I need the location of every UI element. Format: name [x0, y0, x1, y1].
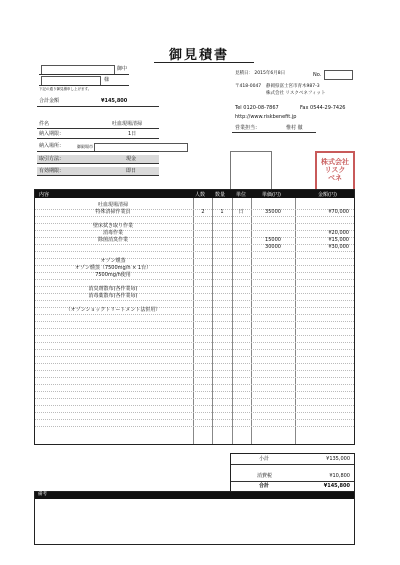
total-amount-underline — [37, 106, 159, 107]
total-amount-label: 合計金額 — [39, 98, 60, 104]
totals-box — [230, 453, 355, 493]
notes-header — [35, 492, 354, 499]
row-rule — [35, 293, 354, 294]
issuer-company: 株式会社 リスクベネフィット — [266, 91, 326, 96]
header-price: 単価(円) — [262, 192, 281, 198]
cell-price: 15000 — [265, 237, 281, 243]
place-value: 御殿場市 — [77, 144, 93, 149]
cell-amount: ¥15,000 — [328, 237, 349, 243]
row-rule — [35, 244, 354, 245]
period-underline — [37, 138, 159, 139]
row-rule — [35, 230, 354, 231]
header-people: 人数 — [195, 192, 206, 198]
grand-total-value: ¥145,800 — [323, 483, 350, 489]
subtotal-divider — [231, 464, 354, 465]
row-rule — [35, 363, 354, 364]
recipient-underline-2 — [39, 85, 129, 86]
row-rule — [35, 377, 354, 378]
tax-divider — [231, 481, 354, 482]
recipient-suffix-sama: 様 — [104, 77, 110, 83]
recipient-underline-1 — [39, 74, 129, 75]
place-label: 納入場所： — [39, 143, 65, 149]
cell-content: 消臭剤散布(各作業毎) — [88, 286, 138, 292]
title-underline — [154, 62, 254, 63]
subject-underline — [37, 128, 159, 129]
row-rule — [35, 419, 354, 420]
row-rule — [35, 286, 354, 287]
tax-label: 消費税 — [257, 473, 273, 479]
rep-name: 惟村 徹 — [286, 125, 303, 131]
period-label: 納入期限： — [39, 131, 65, 137]
cell-content: オゾン燻蒸（7500mg/h × 1台） — [74, 265, 152, 271]
cell-amount: ¥30,000 — [328, 244, 349, 250]
cell-content: 消毒作業 — [102, 230, 124, 236]
row-rule — [35, 209, 354, 210]
period-value: 1日 — [128, 131, 137, 137]
cell-qty: 1 — [220, 209, 224, 215]
cell-unit: 日 — [238, 209, 244, 215]
row-rule — [35, 405, 354, 406]
subtotal-label: 小計 — [259, 456, 270, 462]
cell-amount: ¥70,000 — [328, 209, 349, 215]
row-rule — [35, 412, 354, 413]
row-rule — [35, 384, 354, 385]
cell-price: 35000 — [265, 209, 281, 215]
valid-underline — [37, 175, 159, 176]
estimate-no-label: No. — [313, 72, 322, 78]
issuer-url: http://www.riskbenefit.jp — [235, 114, 297, 120]
place-underline — [37, 151, 159, 152]
approval-stamp-box — [230, 151, 272, 191]
cell-content: 7500mg/h使用 — [95, 272, 131, 278]
total-amount-value: ¥145,800 — [101, 98, 128, 104]
cell-content: 特殊清掃作業員 — [95, 209, 131, 215]
row-rule — [35, 314, 354, 315]
row-rule — [35, 335, 354, 336]
grand-total-label: 合計 — [259, 483, 270, 489]
issuer-fax: Fax 0544-29-7426 — [300, 105, 346, 111]
row-rule — [35, 251, 354, 252]
estimate-no-redacted — [324, 70, 353, 80]
row-rule — [35, 356, 354, 357]
row-rule — [35, 391, 354, 392]
notes-box — [34, 491, 355, 545]
tax-value: ¥10,800 — [329, 473, 350, 479]
row-rule — [35, 321, 354, 322]
cell-price: 30000 — [265, 244, 281, 250]
row-rule — [35, 328, 354, 329]
issuer-address: 静岡県富士宮市青木987-3 — [266, 84, 320, 89]
cell-content: オゾン燻蒸 — [100, 258, 126, 264]
payment-value: 現金 — [126, 156, 137, 162]
subject-value: 吐血現場清掃 — [112, 121, 143, 127]
subject-label: 件名 — [39, 121, 50, 127]
cell-content: 消毒薬散布(各作業毎) — [88, 293, 138, 299]
estimate-date: 見積日： 2015年6月8日 — [235, 71, 286, 76]
row-rule — [35, 342, 354, 343]
page-title: 御見積書 — [168, 48, 229, 63]
cell-content: （オゾンショックトリートメント法併用） — [65, 307, 161, 313]
recipient-note: 下記の通り御見積申し上げます。 — [39, 87, 92, 91]
row-rule — [35, 370, 354, 371]
header-qty: 数量 — [215, 192, 226, 198]
items-table — [34, 189, 355, 445]
cell-people: 2 — [201, 209, 205, 215]
company-seal-stamp: 株式会社 リスク ベネ — [315, 151, 355, 191]
row-rule — [35, 349, 354, 350]
cell-content: 壁床拭き取り作業 — [92, 223, 134, 229]
valid-label: 有効期限： — [39, 168, 65, 174]
row-rule — [35, 300, 354, 301]
issuer-tel: Tel 0120-08-7867 — [235, 105, 279, 111]
rep-label: 営業担当： — [235, 125, 261, 131]
row-rule — [35, 237, 354, 238]
subtotal-value: ¥135,000 — [326, 456, 350, 462]
notes-label: 備考 — [38, 492, 47, 497]
row-rule — [35, 216, 354, 217]
row-rule — [35, 426, 354, 427]
issuer-postal: 〒418-0047 — [235, 84, 262, 89]
payment-label: 取引方法： — [39, 156, 65, 162]
row-rule — [35, 279, 354, 280]
row-rule — [35, 258, 354, 259]
items-table-header — [35, 190, 354, 198]
rep-underline — [232, 132, 316, 133]
recipient-suffix-onchu: 御中 — [117, 66, 128, 72]
cell-amount: ¥20,000 — [328, 230, 349, 236]
valid-value: 即日 — [126, 168, 137, 174]
row-rule — [35, 272, 354, 273]
quotation-document — [34, 40, 364, 550]
row-rule — [35, 398, 354, 399]
cell-content: 吐血現場清掃 — [97, 202, 129, 208]
cell-content: 除菌消臭作業 — [97, 237, 129, 243]
header-unit: 単位 — [236, 192, 247, 198]
payment-underline — [37, 163, 159, 164]
header-content: 内容 — [39, 192, 50, 198]
row-rule — [35, 223, 354, 224]
header-amount: 金額(円) — [318, 192, 337, 198]
